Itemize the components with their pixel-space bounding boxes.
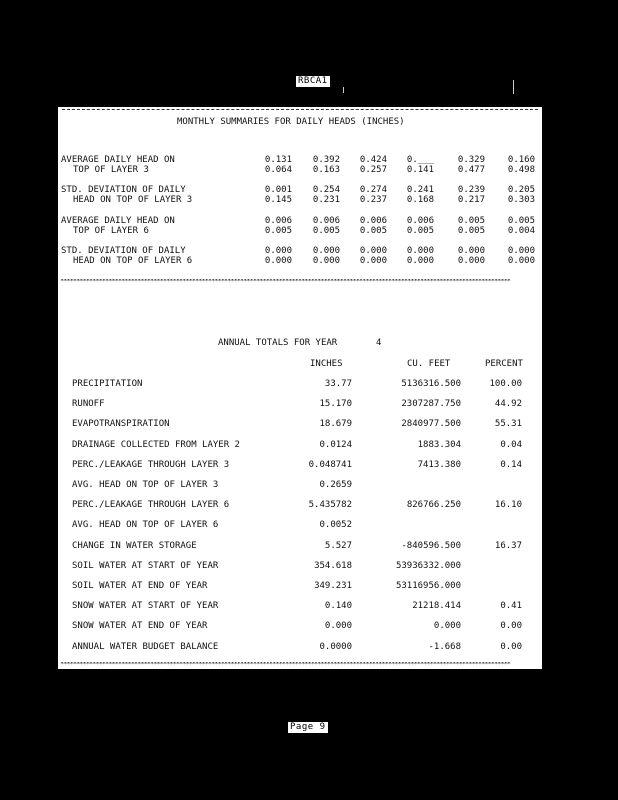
annual-totals-title: ANNUAL TOTALS FOR YEAR (218, 338, 338, 348)
monthly-summary-title: MONTHLY SUMMARIES FOR DAILY HEADS (INCHES) (177, 117, 405, 127)
monthly-value: 0.000 (406, 246, 434, 256)
monthly-value: 0.000 (359, 246, 387, 256)
column-header-cu-feet: CU. FEET (407, 359, 451, 369)
monthly-value: 0.000 (264, 256, 292, 266)
monthly-value: 0.160 (507, 155, 535, 165)
monthly-row-label: TOP OF LAYER 6 (73, 226, 149, 236)
monthly-value: 0.392 (312, 155, 340, 165)
monthly-value: 0.006 (406, 216, 434, 226)
annual-percent-value: 16.37 (494, 541, 522, 551)
annual-cu-feet-value: -840596.500 (401, 541, 461, 551)
monthly-row-label: STD. DEVIATION OF DAILY (61, 246, 186, 256)
monthly-value: 0.477 (457, 165, 485, 175)
report-page (58, 107, 542, 669)
scan-mark (513, 80, 514, 94)
annual-cu-feet-value: 7413.380 (417, 460, 461, 470)
annual-row-label: DRAINAGE COLLECTED FROM LAYER 2 (72, 440, 240, 450)
annual-percent-value: 55.31 (494, 419, 522, 429)
annual-row-label: SOIL WATER AT START OF YEAR (72, 561, 219, 571)
monthly-row-label: AVERAGE DAILY HEAD ON (61, 155, 175, 165)
monthly-value: 0.303 (507, 195, 535, 205)
annual-percent-value: 0.41 (500, 601, 522, 611)
column-header-percent: PERCENT (485, 359, 523, 369)
annual-cu-feet-value: 53936332.000 (395, 561, 461, 571)
annual-cu-feet-value: 21218.414 (412, 601, 461, 611)
column-header-inches: INCHES (310, 359, 343, 369)
annual-row-label: ANNUAL WATER BUDGET BALANCE (72, 642, 219, 652)
monthly-value: 0.000 (457, 246, 485, 256)
annual-percent-value: 100.00 (489, 379, 522, 389)
monthly-value: 0.064 (264, 165, 292, 175)
monthly-value: 0.257 (359, 165, 387, 175)
monthly-value: 0.000 (264, 246, 292, 256)
monthly-value: 0.___ (406, 155, 434, 165)
annual-percent-value: 44.92 (494, 399, 522, 409)
annual-cu-feet-value: 5136316.500 (401, 379, 461, 389)
annual-cu-feet-value: 2307287.750 (401, 399, 461, 409)
annual-row-label: RUNOFF (72, 399, 105, 409)
scan-mark (343, 87, 344, 93)
annual-inches-value: 0.000 (324, 621, 352, 631)
annual-row-label: SNOW WATER AT END OF YEAR (72, 621, 208, 631)
monthly-value: 0.000 (457, 256, 485, 266)
monthly-value: 0.001 (264, 185, 292, 195)
monthly-value: 0.000 (507, 256, 535, 266)
monthly-value: 0.000 (406, 256, 434, 266)
monthly-value: 0.006 (264, 216, 292, 226)
star-separator: ******************************************************************************************************************************************** (60, 662, 511, 667)
monthly-value: 0.131 (264, 155, 292, 165)
monthly-value: 0.006 (312, 216, 340, 226)
page-number: Page 9 (290, 722, 326, 732)
annual-percent-value: 0.00 (500, 642, 522, 652)
annual-inches-value: 0.0052 (319, 520, 352, 530)
monthly-value: 0.163 (312, 165, 340, 175)
monthly-value: 0.498 (507, 165, 535, 175)
annual-inches-value: 5.435782 (308, 500, 352, 510)
monthly-value: 0.217 (457, 195, 485, 205)
monthly-value: 0.005 (312, 226, 340, 236)
monthly-value: 0.006 (359, 216, 387, 226)
monthly-value: 0.424 (359, 155, 387, 165)
annual-row-label: AVG. HEAD ON TOP OF LAYER 3 (72, 480, 219, 490)
annual-cu-feet-value: 1883.304 (417, 440, 461, 450)
annual-percent-value: 0.04 (500, 440, 522, 450)
monthly-value: 0.000 (359, 256, 387, 266)
monthly-value: 0.005 (457, 226, 485, 236)
star-separator: ******************************************************************************************************************************************** (60, 279, 511, 284)
annual-inches-value: 0.0124 (319, 440, 352, 450)
annual-totals-year: 4 (376, 338, 382, 348)
document-title: RBCA1 (298, 76, 328, 86)
monthly-value: 0.141 (406, 165, 434, 175)
monthly-row-label: STD. DEVIATION OF DAILY (61, 185, 186, 195)
monthly-row-label: AVERAGE DAILY HEAD ON (61, 216, 175, 226)
annual-inches-value: 5.527 (324, 541, 352, 551)
monthly-value: 0.005 (359, 226, 387, 236)
annual-inches-value: 15.170 (319, 399, 352, 409)
annual-row-label: EVAPOTRANSPIRATION (72, 419, 170, 429)
monthly-value: 0.000 (507, 246, 535, 256)
annual-cu-feet-value: 0.000 (433, 621, 461, 631)
annual-cu-feet-value: 53116956.000 (395, 581, 461, 591)
annual-inches-value: 18.679 (319, 419, 352, 429)
monthly-row-label: HEAD ON TOP OF LAYER 3 (73, 195, 193, 205)
annual-row-label: SOIL WATER AT END OF YEAR (72, 581, 208, 591)
annual-inches-value: 349.231 (314, 581, 352, 591)
annual-inches-value: 0.0000 (319, 642, 352, 652)
annual-cu-feet-value: -1.668 (428, 642, 461, 652)
monthly-value: 0.237 (359, 195, 387, 205)
annual-inches-value: 354.618 (314, 561, 352, 571)
monthly-value: 0.005 (457, 216, 485, 226)
annual-row-label: PRECIPITATION (72, 379, 143, 389)
annual-percent-value: 0.00 (500, 621, 522, 631)
annual-row-label: PERC./LEAKAGE THROUGH LAYER 3 (72, 460, 230, 470)
monthly-value: 0.145 (264, 195, 292, 205)
monthly-value: 0.329 (457, 155, 485, 165)
monthly-value: 0.231 (312, 195, 340, 205)
monthly-value: 0.205 (507, 185, 535, 195)
monthly-row-label: TOP OF LAYER 3 (73, 165, 149, 175)
monthly-value: 0.241 (406, 185, 434, 195)
annual-cu-feet-value: 826766.250 (406, 500, 461, 510)
monthly-value: 0.000 (312, 256, 340, 266)
annual-inches-value: 0.140 (324, 601, 352, 611)
annual-inches-value: 33.77 (324, 379, 352, 389)
monthly-value: 0.274 (359, 185, 387, 195)
monthly-row-label: HEAD ON TOP OF LAYER 6 (73, 256, 193, 266)
top-dashed-rule (62, 109, 538, 110)
annual-cu-feet-value: 2840977.500 (401, 419, 461, 429)
monthly-value: 0.004 (507, 226, 535, 236)
monthly-value: 0.254 (312, 185, 340, 195)
monthly-value: 0.005 (406, 226, 434, 236)
monthly-value: 0.000 (312, 246, 340, 256)
annual-percent-value: 0.14 (500, 460, 522, 470)
monthly-value: 0.005 (507, 216, 535, 226)
monthly-value: 0.239 (457, 185, 485, 195)
annual-row-label: AVG. HEAD ON TOP OF LAYER 6 (72, 520, 219, 530)
annual-row-label: PERC./LEAKAGE THROUGH LAYER 6 (72, 500, 230, 510)
annual-inches-value: 0.048741 (308, 460, 352, 470)
annual-row-label: SNOW WATER AT START OF YEAR (72, 601, 219, 611)
annual-row-label: CHANGE IN WATER STORAGE (72, 541, 197, 551)
monthly-value: 0.168 (406, 195, 434, 205)
monthly-value: 0.005 (264, 226, 292, 236)
annual-inches-value: 0.2659 (319, 480, 352, 490)
annual-percent-value: 16.10 (494, 500, 522, 510)
